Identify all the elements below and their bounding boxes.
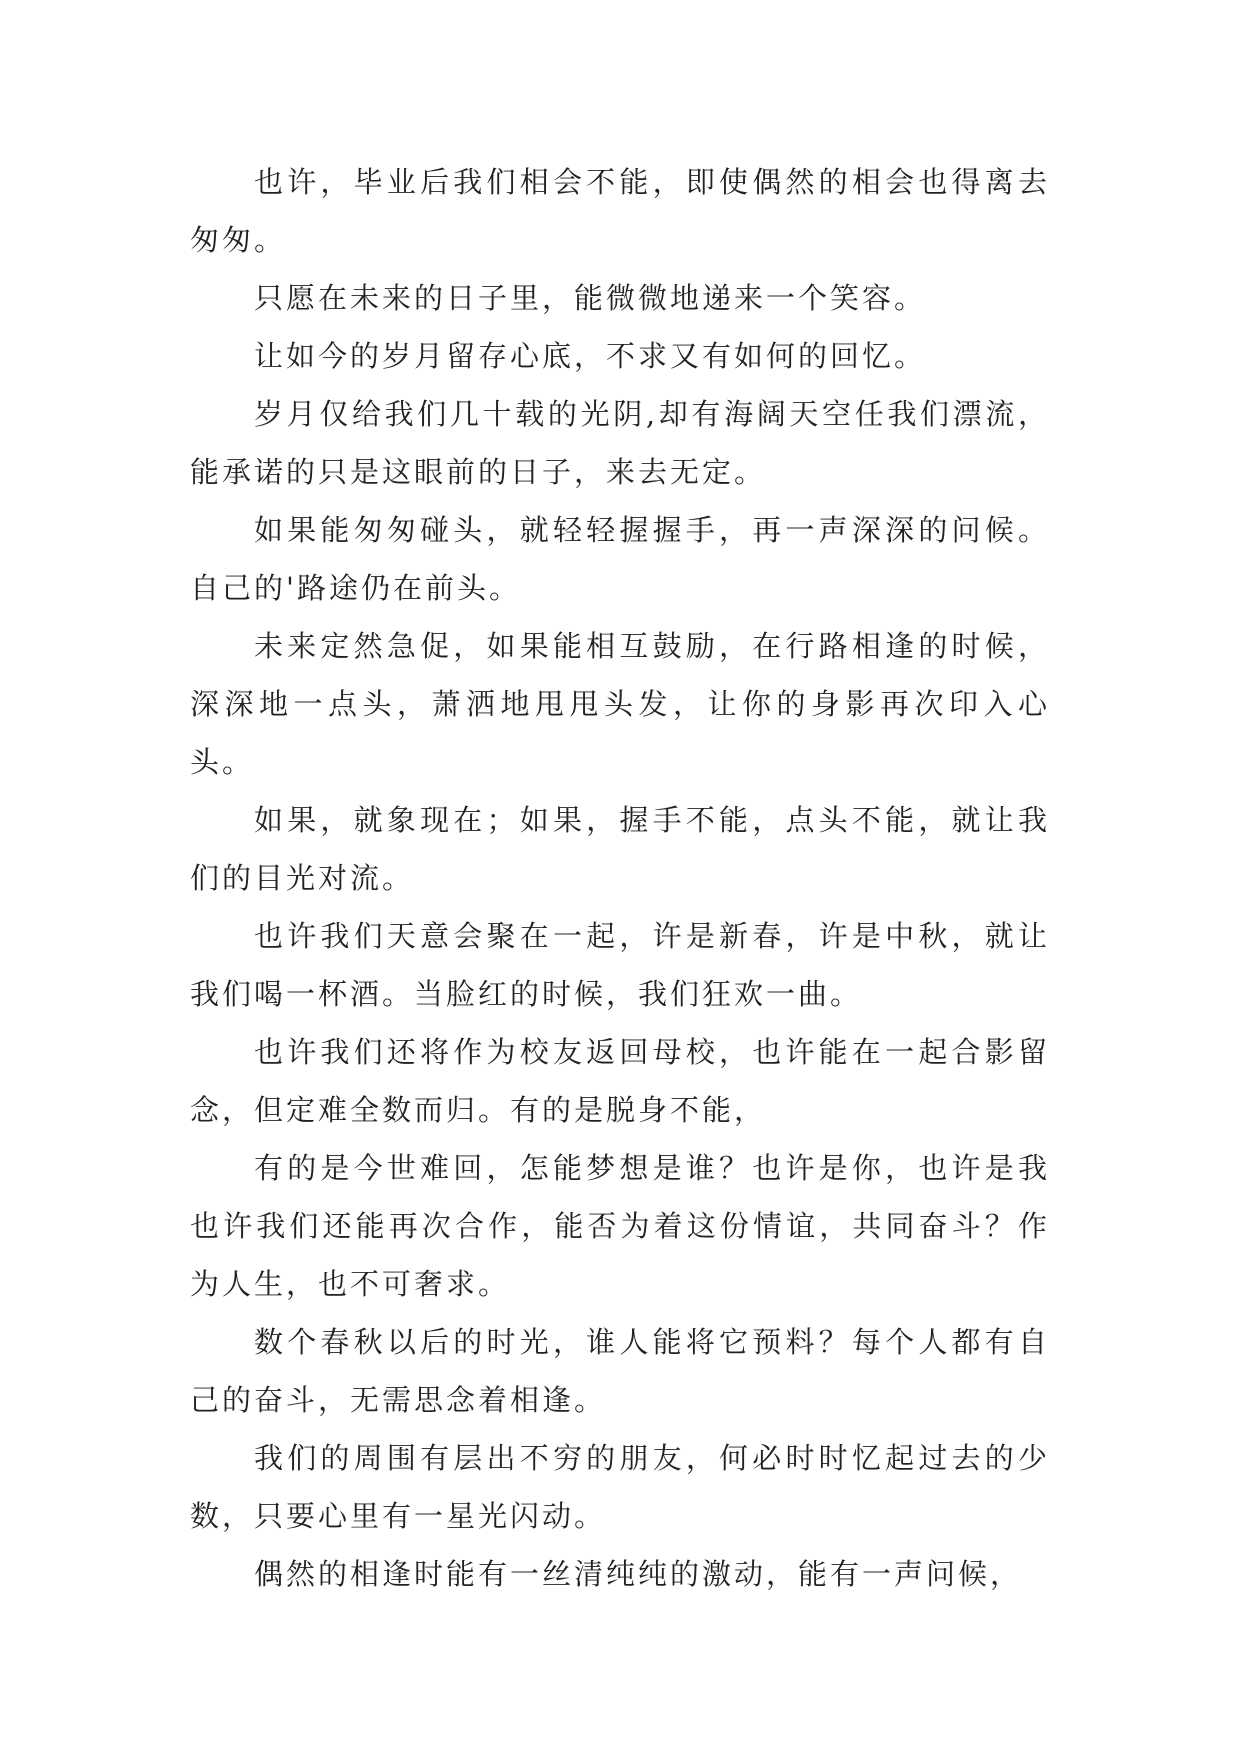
paragraph: 我们的周围有层出不穷的朋友，何必时时忆起过去的少数，只要心里有一星光闪动。 (190, 1441, 1050, 1533)
paragraph: 如果，就象现在；如果，握手不能，点头不能，就让我们的目光对流。 (190, 803, 1050, 895)
paragraph: 未来定然急促，如果能相互鼓励，在行路相逢的时候，深深地一点头，萧洒地甩甩头发，让你的身影再次印入心头。 (190, 629, 1050, 779)
paragraph: 数个春秋以后的时光，谁人能将它预料？每个人都有自己的奋斗，无需思念着相逢。 (190, 1325, 1050, 1417)
paragraph: 也许我们还将作为校友返回母校，也许能在一起合影留念，但定难全数而归。有的是脱身不能， (190, 1035, 1050, 1127)
document-body (190, 153, 1050, 1603)
paragraph: 岁月仅给我们几十载的光阴,却有海阔天空任我们漂流，能承诺的只是这眼前的日子，来去无定。 (190, 397, 1050, 489)
paragraph: 只愿在未来的日子里，能微微地递来一个笑容。 (254, 281, 927, 315)
paragraph: 如果能匆匆碰头，就轻轻握握手，再一声深深的问候。自己的'路途仍在前头。 (190, 513, 1050, 605)
paragraph: 让如今的岁月留存心底，不求又有如何的回忆。 (254, 339, 927, 373)
paragraph: 偶然的相逢时能有一丝清纯纯的激动，能有一声问候， (254, 1557, 1023, 1591)
paragraph: 也许，毕业后我们相会不能，即使偶然的相会也得离去匆匆。 (190, 165, 1050, 257)
paragraph: 也许我们天意会聚在一起，许是新春，许是中秋，就让我们喝一杯酒。当脸红的时候，我们狂欢一曲。 (190, 919, 1050, 1011)
paragraph: 有的是今世难回，怎能梦想是谁？也许是你，也许是我也许我们还能再次合作，能否为着这份情谊，共同奋斗？作为人生，也不可奢求。 (190, 1151, 1050, 1301)
